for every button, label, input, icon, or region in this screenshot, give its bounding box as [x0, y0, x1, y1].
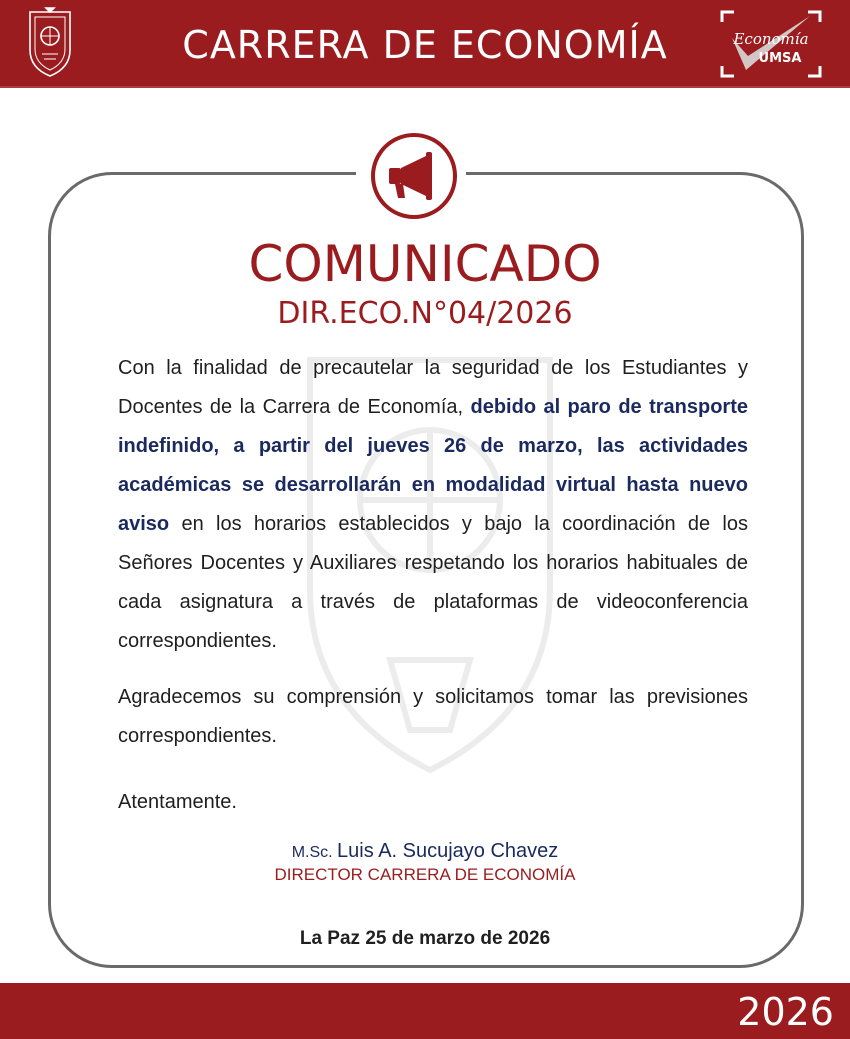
header-divider	[0, 86, 850, 88]
paragraph-1-rest: en los horarios establecidos y bajo la coordinación de los Señores Docentes y Auxiliares respetando los horarios habituales de cada asignatura a través de plataformas de videoconferencia correspondientes.	[118, 513, 748, 652]
page-title: CARRERA DE ECONOMÍA	[182, 23, 668, 67]
signer-prefix: M.Sc.	[291, 844, 338, 861]
footer-year: 2026	[737, 990, 834, 1034]
signer-name	[160, 838, 690, 866]
megaphone-icon	[370, 132, 458, 220]
footer-bar	[0, 983, 850, 1039]
logo-text-top: Economía	[733, 30, 809, 48]
paragraph-2: Agradecemos su comprensión y solicitamos tomar las previsiones correspondientes.	[118, 686, 748, 747]
notice-body	[118, 349, 748, 822]
place-date: La Paz 25 de marzo de 2026	[299, 928, 551, 949]
paragraph-closing: Atentamente.	[118, 791, 237, 813]
megaphone-badge	[356, 128, 466, 228]
paragraph-1	[118, 349, 748, 661]
university-seal-icon	[24, 6, 76, 82]
notice-reference: DIR.ECO.N°04/2026	[277, 296, 573, 331]
logo-text-bottom: UMSA	[758, 51, 802, 66]
signer-fullname: Luis A. Sucujayo Chavez	[337, 840, 559, 862]
paragraph-1-highlight: debido al paro de transporte indefinido, a partir del jueves 26 de marzo, las actividades académicas se desarrollarán en modalidad virtual hasta nuevo aviso	[118, 396, 748, 535]
notice-heading: COMUNICADO	[248, 235, 602, 293]
paragraph-1-intro: Con la finalidad de precautelar la seguridad de los Estudiantes y Docentes de la Carrera de Economía,	[118, 357, 748, 418]
economia-umsa-logo	[718, 8, 824, 80]
signer-role: DIRECTOR CARRERA DE ECONOMÍA	[274, 865, 576, 884]
header-bar	[0, 0, 850, 88]
